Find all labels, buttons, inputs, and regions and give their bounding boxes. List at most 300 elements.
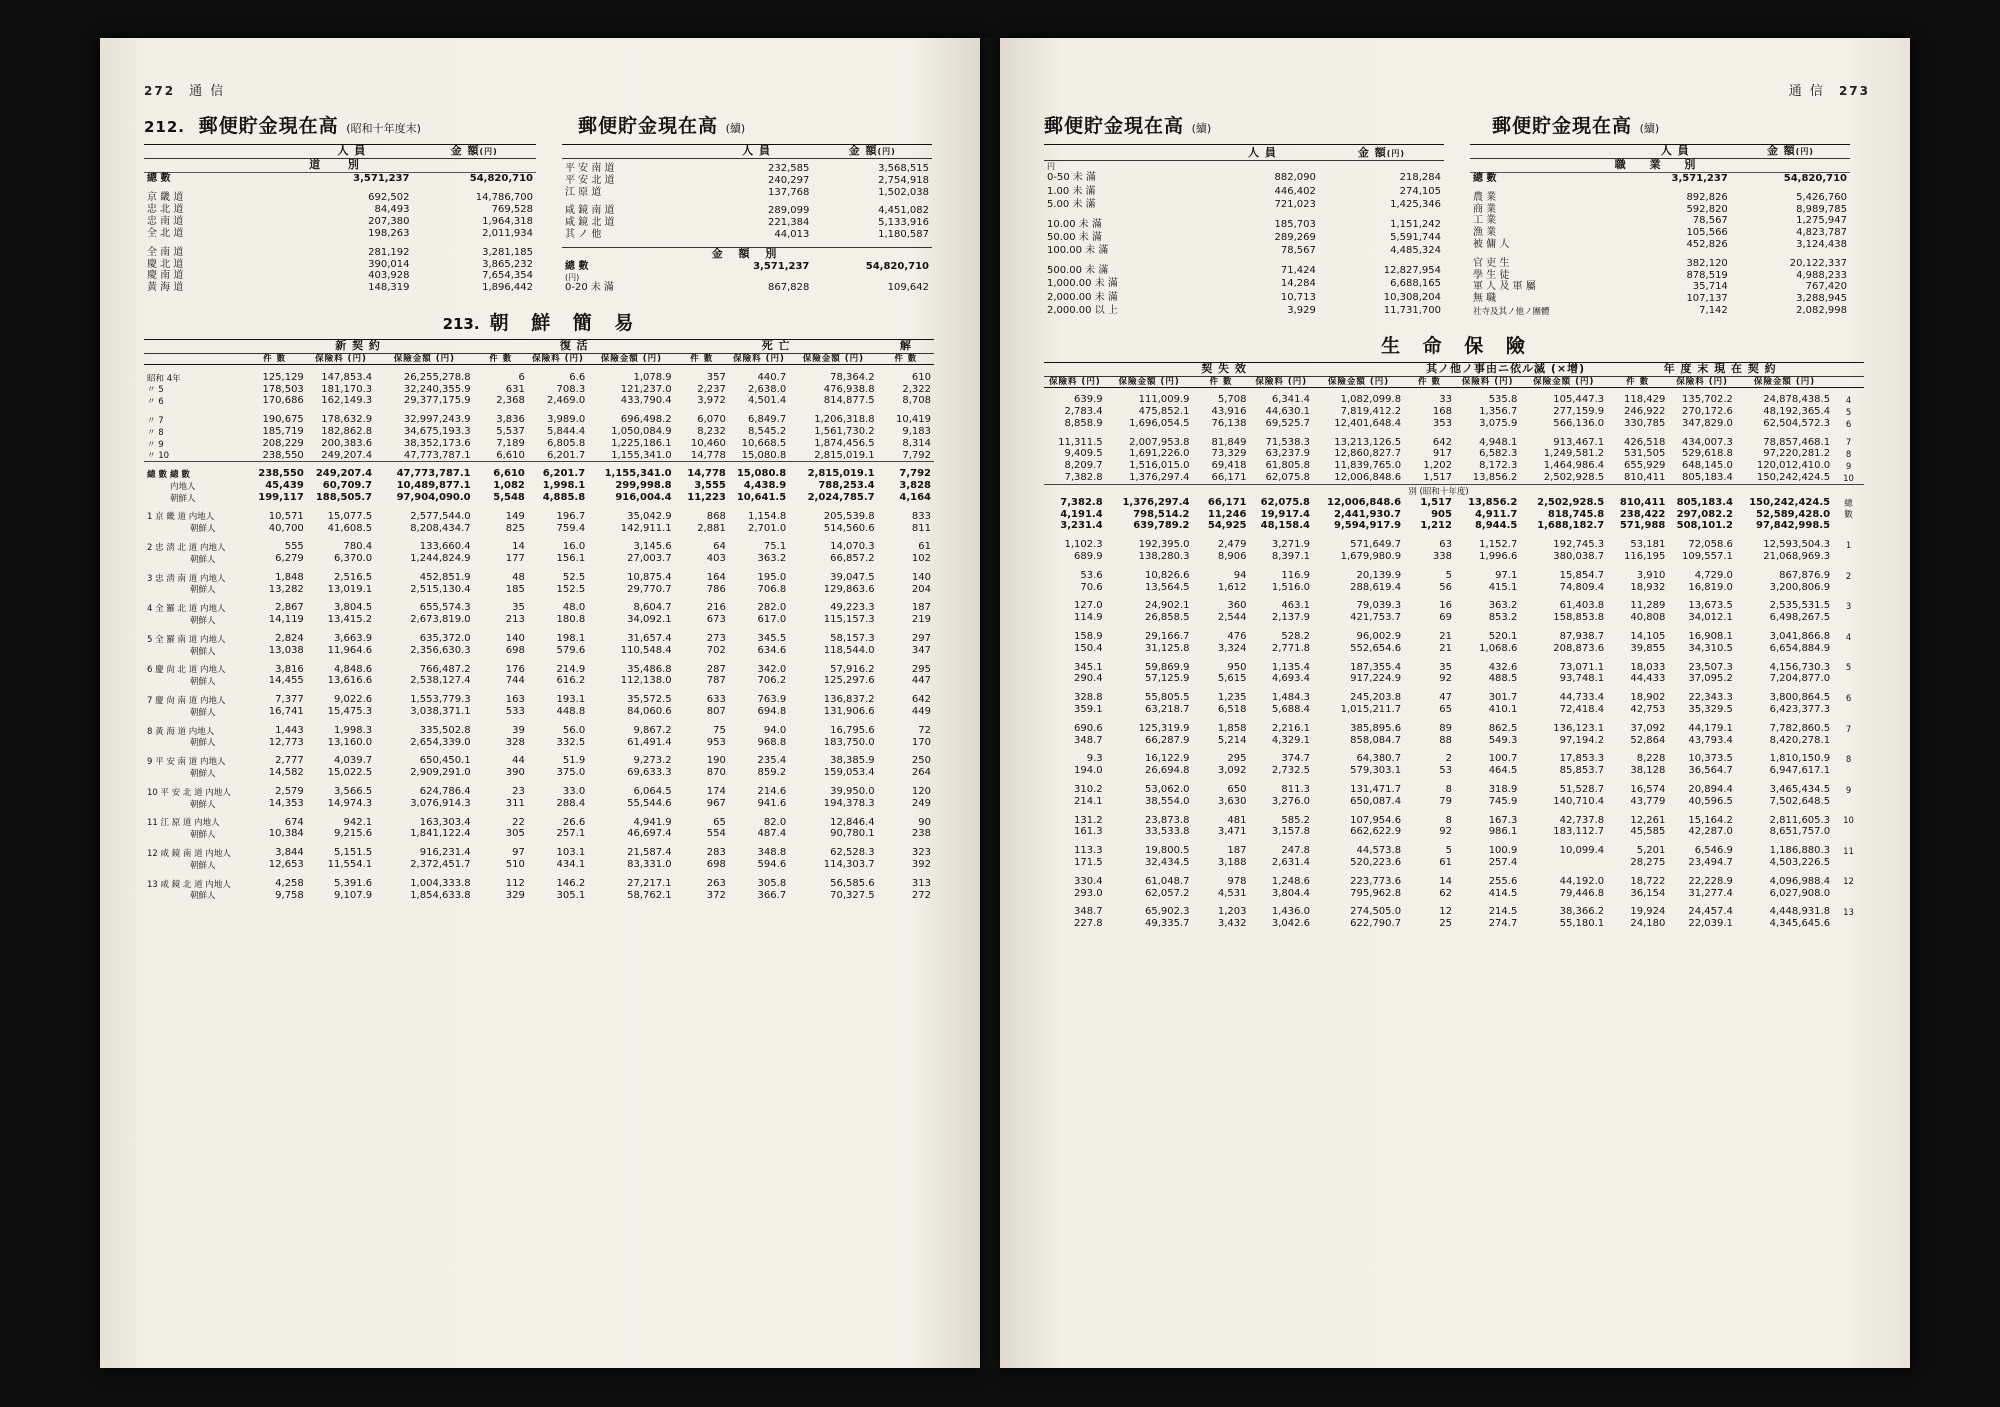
table-212-heading: 郵便貯金現在高	[198, 115, 339, 137]
cell: 54,925	[1207, 520, 1247, 532]
province-marker: 12	[1843, 877, 1854, 888]
cell: 655,929	[1624, 460, 1666, 472]
cell: 287	[706, 663, 726, 675]
cell: 138,280.3	[1138, 550, 1190, 562]
cell: 8,314	[902, 437, 931, 449]
cell: 204	[911, 583, 931, 595]
province-label: 7 慶 尙 南 道 内地人	[147, 696, 226, 707]
cell: 415.1	[1488, 581, 1518, 593]
cell: 58,762.1	[627, 889, 672, 901]
cell: 2,007,953.8	[1129, 436, 1190, 448]
cell: 57,125.9	[1144, 673, 1190, 685]
table-row	[1470, 204, 1850, 216]
cell: 214.5	[1488, 906, 1518, 918]
table-row	[1044, 497, 1864, 509]
cell: 187	[1227, 845, 1247, 857]
table-row	[1044, 753, 1864, 765]
cell: 72,418.4	[1559, 703, 1605, 715]
cell: 1,998.1	[542, 480, 586, 492]
cell: 421,753.7	[1350, 612, 1402, 624]
cell: 162,149.3	[321, 395, 373, 407]
cell: 3,800,864.5	[1769, 692, 1831, 704]
cell: 631	[505, 383, 525, 395]
cell: 867,876.9	[1779, 569, 1831, 581]
cell: 74,809.4	[1559, 581, 1605, 593]
province-label: 12 咸 鏡 南 道 内地人	[147, 849, 231, 860]
cell: 5,214	[1217, 734, 1247, 746]
cell: 1,155,341.0	[611, 449, 672, 461]
cell: 338	[1432, 550, 1452, 562]
province-sublabel: 朝鮮人	[190, 830, 216, 841]
cell: 1,848	[275, 571, 304, 583]
cell: 1,516.0	[1271, 581, 1310, 593]
cell: 579,303.1	[1350, 765, 1402, 777]
cell: 14,582	[268, 767, 304, 779]
cell: 3,471	[1217, 826, 1247, 838]
row-label: 咸 鏡 南 道	[565, 205, 615, 217]
cell: 62	[1439, 887, 1452, 899]
cell: 65,902.3	[1144, 906, 1190, 918]
cell: 16,122.9	[1144, 753, 1190, 765]
left-page	[100, 38, 980, 1368]
cell: 38,366.2	[1559, 906, 1605, 918]
cell: 348.8	[757, 847, 787, 859]
province-sublabel: 朝鮮人	[190, 524, 216, 535]
cell: 510	[505, 859, 525, 871]
cell: 1,206,318.8	[814, 414, 875, 426]
row-label: 100.00 未 滿	[1047, 245, 1109, 257]
cell: 8,208,434.7	[410, 522, 471, 534]
cell: 14,119	[268, 614, 304, 626]
cell: 82.0	[763, 816, 787, 828]
cell: 185,719	[262, 425, 304, 437]
cell: 1,810,150.9	[1769, 753, 1831, 765]
cell: 448.8	[556, 706, 586, 718]
cell: 61,491.4	[627, 736, 672, 748]
row-people: 289,269	[1274, 232, 1316, 244]
cell: 61	[1439, 856, 1452, 868]
cell: 120,012,410.0	[1756, 460, 1831, 472]
cell: 12,653	[268, 859, 304, 871]
cell: 48,158.4	[1260, 520, 1310, 532]
cell: 12,593,504.3	[1763, 539, 1831, 551]
cell: 1,235	[1217, 692, 1247, 704]
row-amount: 6,688,165	[1390, 278, 1441, 290]
cell: 63,237.9	[1265, 448, 1310, 460]
cell: 147,853.4	[321, 371, 373, 383]
cell: 1,996.6	[1479, 550, 1518, 562]
table-amount-bands	[1044, 144, 1444, 317]
cell: 1,078.9	[633, 371, 672, 383]
row-people: 281,192	[368, 246, 410, 258]
province-marker: 2	[1845, 571, 1852, 582]
cell: 23,494.7	[1688, 856, 1733, 868]
cell: 788,253.4	[818, 480, 875, 492]
province-sublabel: 朝鮮人	[190, 707, 216, 718]
cell: 1,436.0	[1271, 906, 1310, 918]
sub-count: 件 數	[894, 354, 918, 365]
sub-amount: 保險金額 (円)	[393, 354, 455, 365]
cell: 8,906	[1217, 550, 1247, 562]
cell: 798,514.2	[1133, 508, 1190, 520]
cell: 90,780.1	[830, 828, 875, 840]
cell: 9,594,917.9	[1334, 520, 1402, 532]
cell: 566,136.0	[1553, 417, 1605, 429]
row-people: 721,023	[1274, 198, 1316, 210]
table-row	[1044, 692, 1864, 704]
cell: 585.2	[1281, 814, 1310, 826]
cell: 579.6	[556, 644, 586, 656]
table-row	[1470, 192, 1850, 204]
province-sub-row	[144, 614, 934, 626]
cell: 5,548	[493, 491, 525, 503]
total-marker: 總	[1844, 498, 1853, 509]
cell: 6,070	[697, 414, 726, 426]
cell: 2,777	[275, 755, 304, 767]
cell: 213	[505, 614, 525, 626]
cell: 38,352,173.6	[403, 437, 471, 449]
cell: 363.2	[757, 553, 787, 565]
table-row	[1470, 305, 1850, 317]
row-amount: 2,754,918	[878, 174, 929, 186]
cell: 6,279	[275, 553, 304, 565]
cell: 15,080.8	[741, 449, 787, 461]
row-amount: 218,284	[1399, 172, 1441, 184]
cell: 8,420,278.1	[1769, 734, 1831, 746]
cell: 6,546.9	[1694, 845, 1733, 857]
cell: 63	[1439, 539, 1452, 551]
cell: 44	[512, 755, 525, 767]
row-label: 被 傭 人	[1473, 238, 1510, 250]
cell: 2,867	[275, 602, 304, 614]
cell: 64,380.7	[1356, 753, 1402, 765]
cell: 978	[1227, 875, 1247, 887]
occupation-table-title	[1492, 111, 1659, 138]
cell: 11,246	[1207, 508, 1247, 520]
cell: 113.3	[1074, 845, 1103, 857]
table-row	[562, 282, 932, 294]
cell: 318.9	[1488, 783, 1518, 795]
province-label: 8 黃 海 道 内地人	[147, 726, 215, 737]
cell: 7,502,648.5	[1769, 795, 1831, 807]
table-row	[1044, 815, 1864, 827]
col-people: 人 員	[742, 144, 771, 157]
cell: 520.1	[1488, 630, 1518, 642]
cell: 168	[1432, 405, 1452, 417]
table-row	[1044, 231, 1444, 244]
cell: 2,216.1	[1271, 722, 1310, 734]
head-cancel: 解	[899, 339, 912, 353]
cell: 38,385.9	[830, 755, 875, 767]
cell: 12,401,648.4	[1334, 417, 1402, 429]
table-row	[1044, 570, 1864, 582]
province-label: 3 忠 淸 南 道 内地人	[147, 573, 226, 584]
cell: 4,911.7	[1474, 508, 1518, 520]
table-213	[144, 339, 934, 901]
cell: 622,790.7	[1350, 918, 1402, 930]
table-row	[1044, 857, 1864, 869]
cell: 1,854,633.8	[410, 889, 471, 901]
cell: 178,632.9	[321, 414, 373, 426]
table-212-cont-title	[578, 111, 745, 138]
cell: 288,619.4	[1350, 581, 1402, 593]
cell: 594.6	[757, 859, 787, 871]
cell: 177	[505, 553, 525, 565]
cell: 811	[911, 522, 931, 534]
province-label: 1 京 畿 道 内地人	[147, 512, 215, 523]
province-label: 2 忠 淸 北 道 内地人	[147, 543, 226, 554]
cell: 90	[918, 816, 931, 828]
table-row	[1044, 723, 1864, 735]
cell: 66,287.9	[1144, 734, 1190, 746]
group-label-do: 道 別	[309, 158, 371, 172]
cell: 257.1	[556, 828, 586, 840]
cell: 805,183.4	[1676, 496, 1733, 508]
cell: 7,792	[902, 449, 931, 461]
cell: 3,076,914.3	[410, 797, 471, 809]
cell: 96,002.9	[1356, 630, 1402, 642]
col-amount: 金 額	[848, 144, 878, 157]
cell: 44,573.8	[1356, 845, 1402, 857]
cell: 2,654,339.0	[410, 736, 471, 748]
cell: 8,858.9	[1064, 417, 1103, 429]
cell: 348.7	[1074, 734, 1103, 746]
row-amount: 3,281,185	[482, 246, 533, 258]
cell: 273	[706, 633, 726, 645]
row-label: 2,000.00 未 滿	[1047, 291, 1118, 303]
cell: 385,895.6	[1350, 722, 1402, 734]
table-row	[1044, 784, 1864, 796]
cell: 810,411	[1624, 471, 1666, 483]
cell: 35,572.5	[627, 694, 672, 706]
province-head-row	[144, 755, 934, 767]
table-row	[1044, 796, 1864, 808]
cell: 56,585.6	[830, 877, 875, 889]
province-marker: 1	[1845, 540, 1852, 551]
row-label: 50.00 未 滿	[1047, 232, 1102, 244]
cell: 689.9	[1074, 550, 1103, 562]
cell: 49,335.7	[1144, 918, 1190, 930]
cell: 164	[706, 571, 726, 583]
cell: 70,327.5	[830, 889, 875, 901]
cell: 363.2	[1488, 600, 1518, 612]
cell: 1,696,054.5	[1129, 417, 1190, 429]
cell: 795,962.8	[1350, 887, 1402, 899]
row-amount: 7,654,354	[482, 270, 533, 282]
cell: 16,574	[1630, 783, 1666, 795]
cell: 61,048.7	[1144, 875, 1190, 887]
cell: 531,505	[1624, 448, 1666, 460]
table-row	[1044, 826, 1864, 838]
cell: 185	[505, 583, 525, 595]
cell: 1,212	[1420, 520, 1452, 532]
row-amount: 1,502,038	[878, 186, 929, 198]
total-marker: 數	[1844, 510, 1853, 521]
sub-premium: 保險料 (円)	[1255, 376, 1308, 387]
table-row	[1044, 643, 1864, 655]
row-amount: 1,896,442	[482, 282, 533, 294]
row-label: 忠 北 道	[147, 204, 184, 216]
province-sublabel: 朝鮮人	[190, 891, 216, 902]
cell: 475,852.1	[1138, 405, 1190, 417]
cell: 20,894.4	[1688, 783, 1733, 795]
cell: 85,853.7	[1559, 765, 1605, 777]
province-label: 11 江 原 道 内地人	[147, 818, 220, 829]
cell: 63,218.7	[1144, 703, 1190, 715]
cell: 463.1	[1281, 600, 1310, 612]
year-marker: 9	[1845, 461, 1852, 472]
cell: 195.0	[757, 571, 787, 583]
cell: 9,273.2	[633, 755, 672, 767]
cell: 3,188	[1217, 856, 1247, 868]
row-people: 403,928	[368, 270, 410, 282]
cell: 277,159.9	[1553, 405, 1605, 417]
cell: 34,310.5	[1688, 642, 1733, 654]
year-marker: 8	[1845, 450, 1852, 461]
cell: 21,587.4	[627, 847, 672, 859]
year-marker: 4	[1845, 395, 1852, 406]
cell: 787	[706, 675, 726, 687]
table-row	[144, 450, 934, 462]
cell: 698	[706, 859, 726, 871]
cell: 79,039.3	[1356, 600, 1402, 612]
cell: 8,651,757.0	[1769, 826, 1831, 838]
row-people: 7,142	[1699, 304, 1728, 316]
group-note: 別 (昭和十年度)	[1408, 486, 1469, 497]
cell: 9,107.9	[333, 889, 373, 901]
cell: 6,947,617.1	[1769, 765, 1831, 777]
table-212-note: (昭和十年度末)	[346, 122, 421, 135]
cell: 9,867.2	[633, 724, 672, 736]
cell: 69,418	[1211, 460, 1247, 472]
province-head-row	[144, 878, 934, 890]
table-212	[144, 144, 536, 294]
book-spread	[100, 38, 1910, 1368]
table-row	[1044, 735, 1864, 747]
cell: 6,423,377.3	[1769, 703, 1831, 715]
cell: 433,790.4	[620, 395, 672, 407]
table-212-cont-note: (續)	[725, 122, 746, 135]
cell: 97.1	[1495, 569, 1518, 581]
cell: 2,322	[902, 383, 931, 395]
cell: 115,157.3	[823, 614, 875, 626]
cell: 1,517	[1423, 471, 1452, 483]
row-label: 全 北 道	[147, 227, 184, 239]
cell: 825	[505, 522, 525, 534]
cell: 16,908.1	[1688, 630, 1733, 642]
cell: 12,006,848.6	[1327, 496, 1402, 508]
province-sub-row	[144, 706, 934, 718]
cell: 187	[911, 602, 931, 614]
sub-premium: 保險料 (円)	[1676, 376, 1728, 387]
cell: 22	[512, 816, 525, 828]
cont-total-amount: 54,820,710	[865, 261, 929, 273]
cell: 1,050,084.9	[611, 425, 672, 437]
row-people: 289,099	[768, 205, 810, 217]
province-sub-row	[144, 553, 934, 565]
cell: 39,047.5	[830, 571, 875, 583]
cell: 10,571	[268, 510, 304, 522]
row-label: 京 畿 道	[147, 192, 184, 204]
cell: 14,353	[268, 797, 304, 809]
cell: 102	[911, 553, 931, 565]
province-head-row	[144, 817, 934, 829]
cell: 149	[505, 510, 525, 522]
cell: 107,954.6	[1350, 814, 1402, 826]
cell: 2,631.4	[1271, 856, 1310, 868]
cell: 360	[1227, 600, 1247, 612]
cell: 60,709.7	[322, 480, 373, 492]
province-marker: 11	[1843, 846, 1854, 857]
cell: 70.6	[1080, 581, 1103, 593]
cell: 152.5	[556, 583, 586, 595]
cell: 8	[1445, 783, 1452, 795]
cell: 642	[1432, 436, 1452, 448]
cell: 833	[911, 510, 931, 522]
cell: 42,753	[1630, 703, 1666, 715]
cell: 335,502.8	[419, 724, 471, 736]
cell: 2,577,544.0	[410, 510, 471, 522]
cell: 1,679,980.9	[1340, 550, 1402, 562]
cell: 246,922	[1624, 405, 1666, 417]
row-label: 學 生 徒	[1473, 269, 1510, 281]
sub-amount: 保險金額 (円)	[802, 354, 865, 365]
cell: 2,811,605.3	[1769, 814, 1831, 826]
head-year-end: 年 度 末 現 在 契 約	[1663, 361, 1777, 375]
col-amount-wrap	[1731, 145, 1850, 159]
cell: 1,858	[1217, 722, 1247, 734]
cell: 3,041,866.8	[1769, 630, 1831, 642]
cell: 3,038,371.1	[410, 706, 471, 718]
cell: 43,916	[1211, 405, 1247, 417]
province-sublabel: 朝鮮人	[190, 799, 216, 810]
cell: 10,460	[690, 437, 726, 449]
cell: 32,434.5	[1144, 856, 1190, 868]
cell: 633	[706, 694, 726, 706]
cell: 4,531	[1217, 887, 1247, 899]
cell: 61,805.8	[1265, 460, 1310, 472]
cell: 78,364.2	[830, 371, 875, 383]
cell: 6.6	[569, 371, 586, 383]
cell: 5,391.6	[333, 877, 373, 889]
cell: 434.1	[556, 859, 586, 871]
cell: 708.3	[556, 383, 586, 395]
province-sub-row	[144, 737, 934, 749]
cell: 103.1	[556, 847, 586, 859]
cell: 4,156,730.3	[1769, 661, 1831, 673]
cell: 1,202	[1423, 460, 1452, 472]
cell: 15,022.5	[327, 767, 373, 779]
cell: 434,007.3	[1682, 436, 1733, 448]
cell: 24,180	[1630, 918, 1666, 930]
cell: 345.5	[757, 633, 787, 645]
col-amount-wrap	[812, 145, 932, 159]
table-row	[1044, 612, 1864, 624]
province-head-row	[144, 511, 934, 523]
cell: 52.5	[562, 571, 586, 583]
cell: 2,638.0	[748, 383, 787, 395]
row-people: 107,137	[1686, 293, 1728, 305]
table-row	[1044, 631, 1864, 643]
cell: 950	[1227, 661, 1247, 673]
table-row	[1470, 281, 1850, 293]
occ-total-label: 總 數	[1473, 172, 1497, 184]
province-head-row	[144, 664, 934, 676]
cell: 72,058.6	[1688, 539, 1733, 551]
cell: 639.9	[1074, 394, 1103, 406]
row-people: 382,120	[1686, 257, 1728, 269]
cell: 5,151.5	[333, 847, 373, 859]
